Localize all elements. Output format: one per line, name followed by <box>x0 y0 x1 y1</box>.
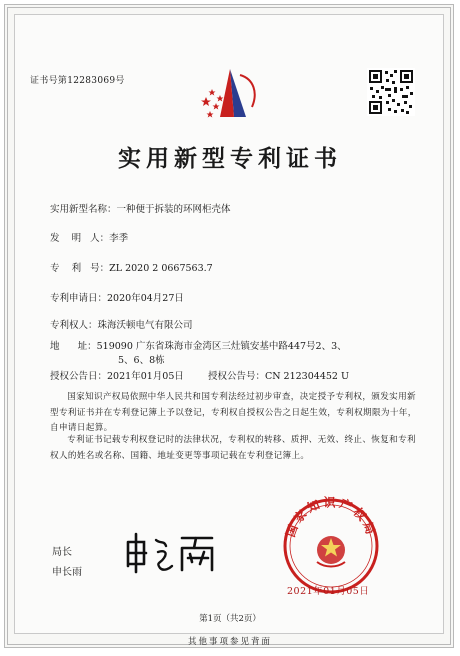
field-value: 2021年01月05日 <box>107 371 184 382</box>
field-patentee <box>50 317 193 331</box>
certificate-number: 证书号第12283069号 <box>30 76 125 86</box>
patent-office-logo <box>196 63 266 123</box>
field-label: 地 址： <box>50 341 97 352</box>
seal-date: 2021年01月05日 <box>287 586 370 597</box>
announcement-number-label: 授权公告号： <box>207 371 265 382</box>
field-value: 李季 <box>109 233 129 244</box>
field-utility-model-name <box>50 201 231 215</box>
field-patent-number <box>50 260 213 274</box>
document-title: 实用新型专利证书 <box>118 145 342 172</box>
director-signature <box>120 528 230 576</box>
field-label: 专利申请日： <box>50 293 108 304</box>
page-number: 第1页（共2页） <box>199 614 261 624</box>
field-value: 519090 广东省珠海市金湾区三灶镇安基中路447号2、3、 <box>96 341 347 352</box>
field-label: 专利权人： <box>50 320 98 331</box>
qr-code <box>367 68 415 116</box>
field-label: 发 明 人： <box>50 233 110 244</box>
field-address <box>50 338 347 352</box>
director-title: 局长 <box>52 547 72 558</box>
field-value: 珠海沃顿电气有限公司 <box>97 320 193 331</box>
field-value: ZL 2020 2 0667563.7 <box>109 263 213 274</box>
field-label: 授权公告日： <box>50 371 108 382</box>
field-application-date <box>50 290 184 304</box>
notice-paragraph-1: 国家知识产权局依照中华人民共和国专利法经过初步审查，决定授予专利权，颁发实用新型专利证书并在专利登记簿上予以登记，专利权自授权公告之日起生效，专利权期限为十年，自申请日起算。 <box>50 392 417 433</box>
field-label: 专 利 号： <box>50 263 110 274</box>
footer-note: 其他事项参见背面 <box>187 637 272 647</box>
field-label: 实用新型名称： <box>50 204 117 215</box>
official-seal <box>281 496 381 596</box>
field-inventor <box>50 230 128 244</box>
announcement-number: CN 212304452 U <box>264 371 349 382</box>
notice-paragraph-2: 专利证书记载专利权登记时的法律状况，专利权的转移、质押、无效、终止、恢复和专利权人的姓名或名称、国籍、地址变更等事项记载在专利登记簿上。 <box>50 435 416 461</box>
svg-text:国家知识产权局: 国家知识产权局 <box>283 496 379 539</box>
address-line-2: 5、6、8栋 <box>118 355 165 366</box>
field-grant-date <box>50 368 349 382</box>
field-value: 一种便于拆装的环网柜壳体 <box>116 204 231 215</box>
director-name: 申长雨 <box>52 567 82 578</box>
field-value: 2020年04月27日 <box>107 293 184 304</box>
